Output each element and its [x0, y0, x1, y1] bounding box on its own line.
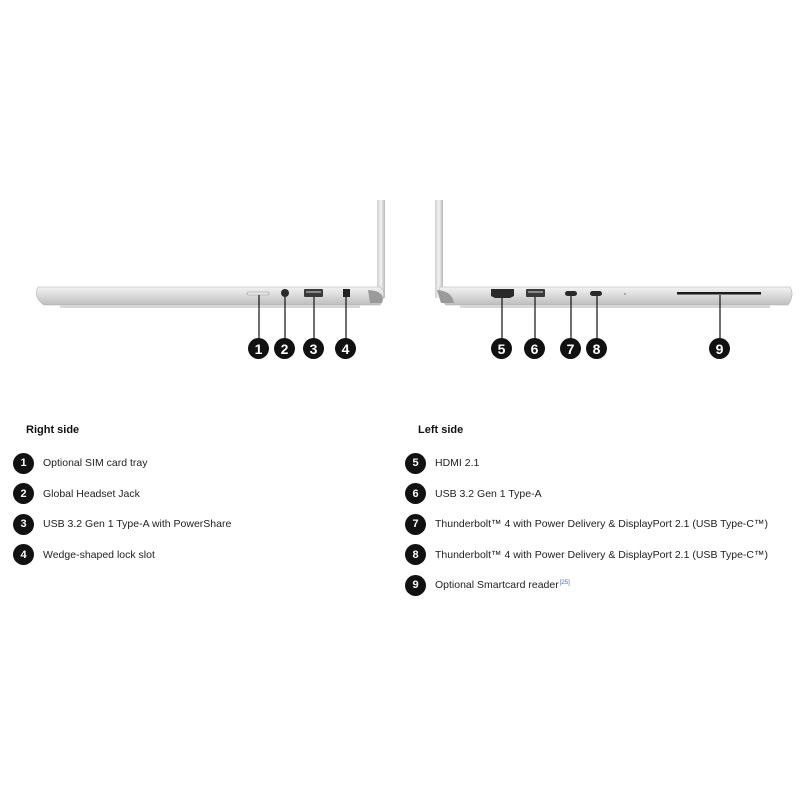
footnote-reference-link[interactable]: [25]	[559, 579, 570, 586]
number-badge: 5	[405, 453, 426, 474]
right-lid	[377, 200, 385, 298]
diagram-badge-7: 7	[560, 338, 581, 359]
item-label: Optional SIM card tray	[43, 457, 148, 470]
item-label: HDMI 2.1	[435, 457, 480, 470]
right-base	[36, 287, 384, 305]
item-label: Global Headset Jack	[43, 487, 140, 500]
diagram-badge-4: 4	[335, 338, 356, 359]
diagram-badge-3: 3	[303, 338, 324, 359]
laptop-side-views	[0, 0, 800, 380]
item-label: Thunderbolt™ 4 with Power Delivery & DisplayPort 2.1 (USB Type-C™)	[435, 518, 769, 531]
item-label: USB 3.2 Gen 1 Type-A	[435, 487, 542, 500]
list-item	[405, 570, 768, 601]
left-side-laptop	[435, 200, 792, 340]
smartcard-slot	[677, 292, 761, 295]
item-label-text: Optional Smartcard reader	[435, 579, 559, 592]
diagram-badge-2: 2	[274, 338, 295, 359]
diagram-badge-9: 9	[709, 338, 730, 359]
diagram-badge-6: 6	[524, 338, 545, 359]
diagram-badge-1: 1	[248, 338, 269, 359]
item-label: USB 3.2 Gen 1 Type-A with PowerShare	[43, 518, 232, 531]
diagram-badge-8: 8	[586, 338, 607, 359]
indicator-light	[624, 293, 626, 295]
number-badge: 4	[13, 544, 34, 565]
item-label: Thunderbolt™ 4 with Power Delivery & DisplayPort 2.1 (USB Type-C™)	[435, 548, 769, 561]
thunderbolt-port-2	[590, 291, 602, 296]
number-badge: 8	[405, 544, 426, 565]
left-lid	[435, 200, 443, 298]
left-foot-shadow	[460, 305, 770, 308]
headset-jack-port	[281, 289, 289, 297]
port-diagram	[0, 0, 800, 380]
right-side-laptop	[36, 200, 385, 340]
right-side-title: Right side	[26, 424, 80, 436]
number-badge: 1	[13, 453, 34, 474]
list-item	[405, 448, 768, 479]
number-badge: 3	[13, 514, 34, 535]
right-side-list	[13, 448, 231, 570]
item-label: Wedge-shaped lock slot	[43, 548, 155, 561]
list-item	[13, 509, 231, 540]
thunderbolt-port-1	[565, 291, 577, 296]
hdmi-port	[491, 289, 514, 298]
list-item	[405, 479, 768, 510]
list-item	[13, 540, 231, 571]
list-item	[13, 479, 231, 510]
list-item	[405, 540, 768, 571]
right-foot-shadow	[60, 305, 360, 308]
diagram-badge-5: 5	[491, 338, 512, 359]
list-item	[405, 509, 768, 540]
list-item	[13, 448, 231, 479]
sim-tray-port	[247, 292, 269, 295]
left-side-list	[405, 448, 768, 601]
number-badge: 9	[405, 575, 426, 596]
number-badge: 7	[405, 514, 426, 535]
number-badge: 6	[405, 483, 426, 504]
number-badge: 2	[13, 483, 34, 504]
item-label	[435, 579, 570, 591]
left-side-title: Left side	[418, 424, 464, 436]
lock-slot-port	[343, 289, 350, 297]
